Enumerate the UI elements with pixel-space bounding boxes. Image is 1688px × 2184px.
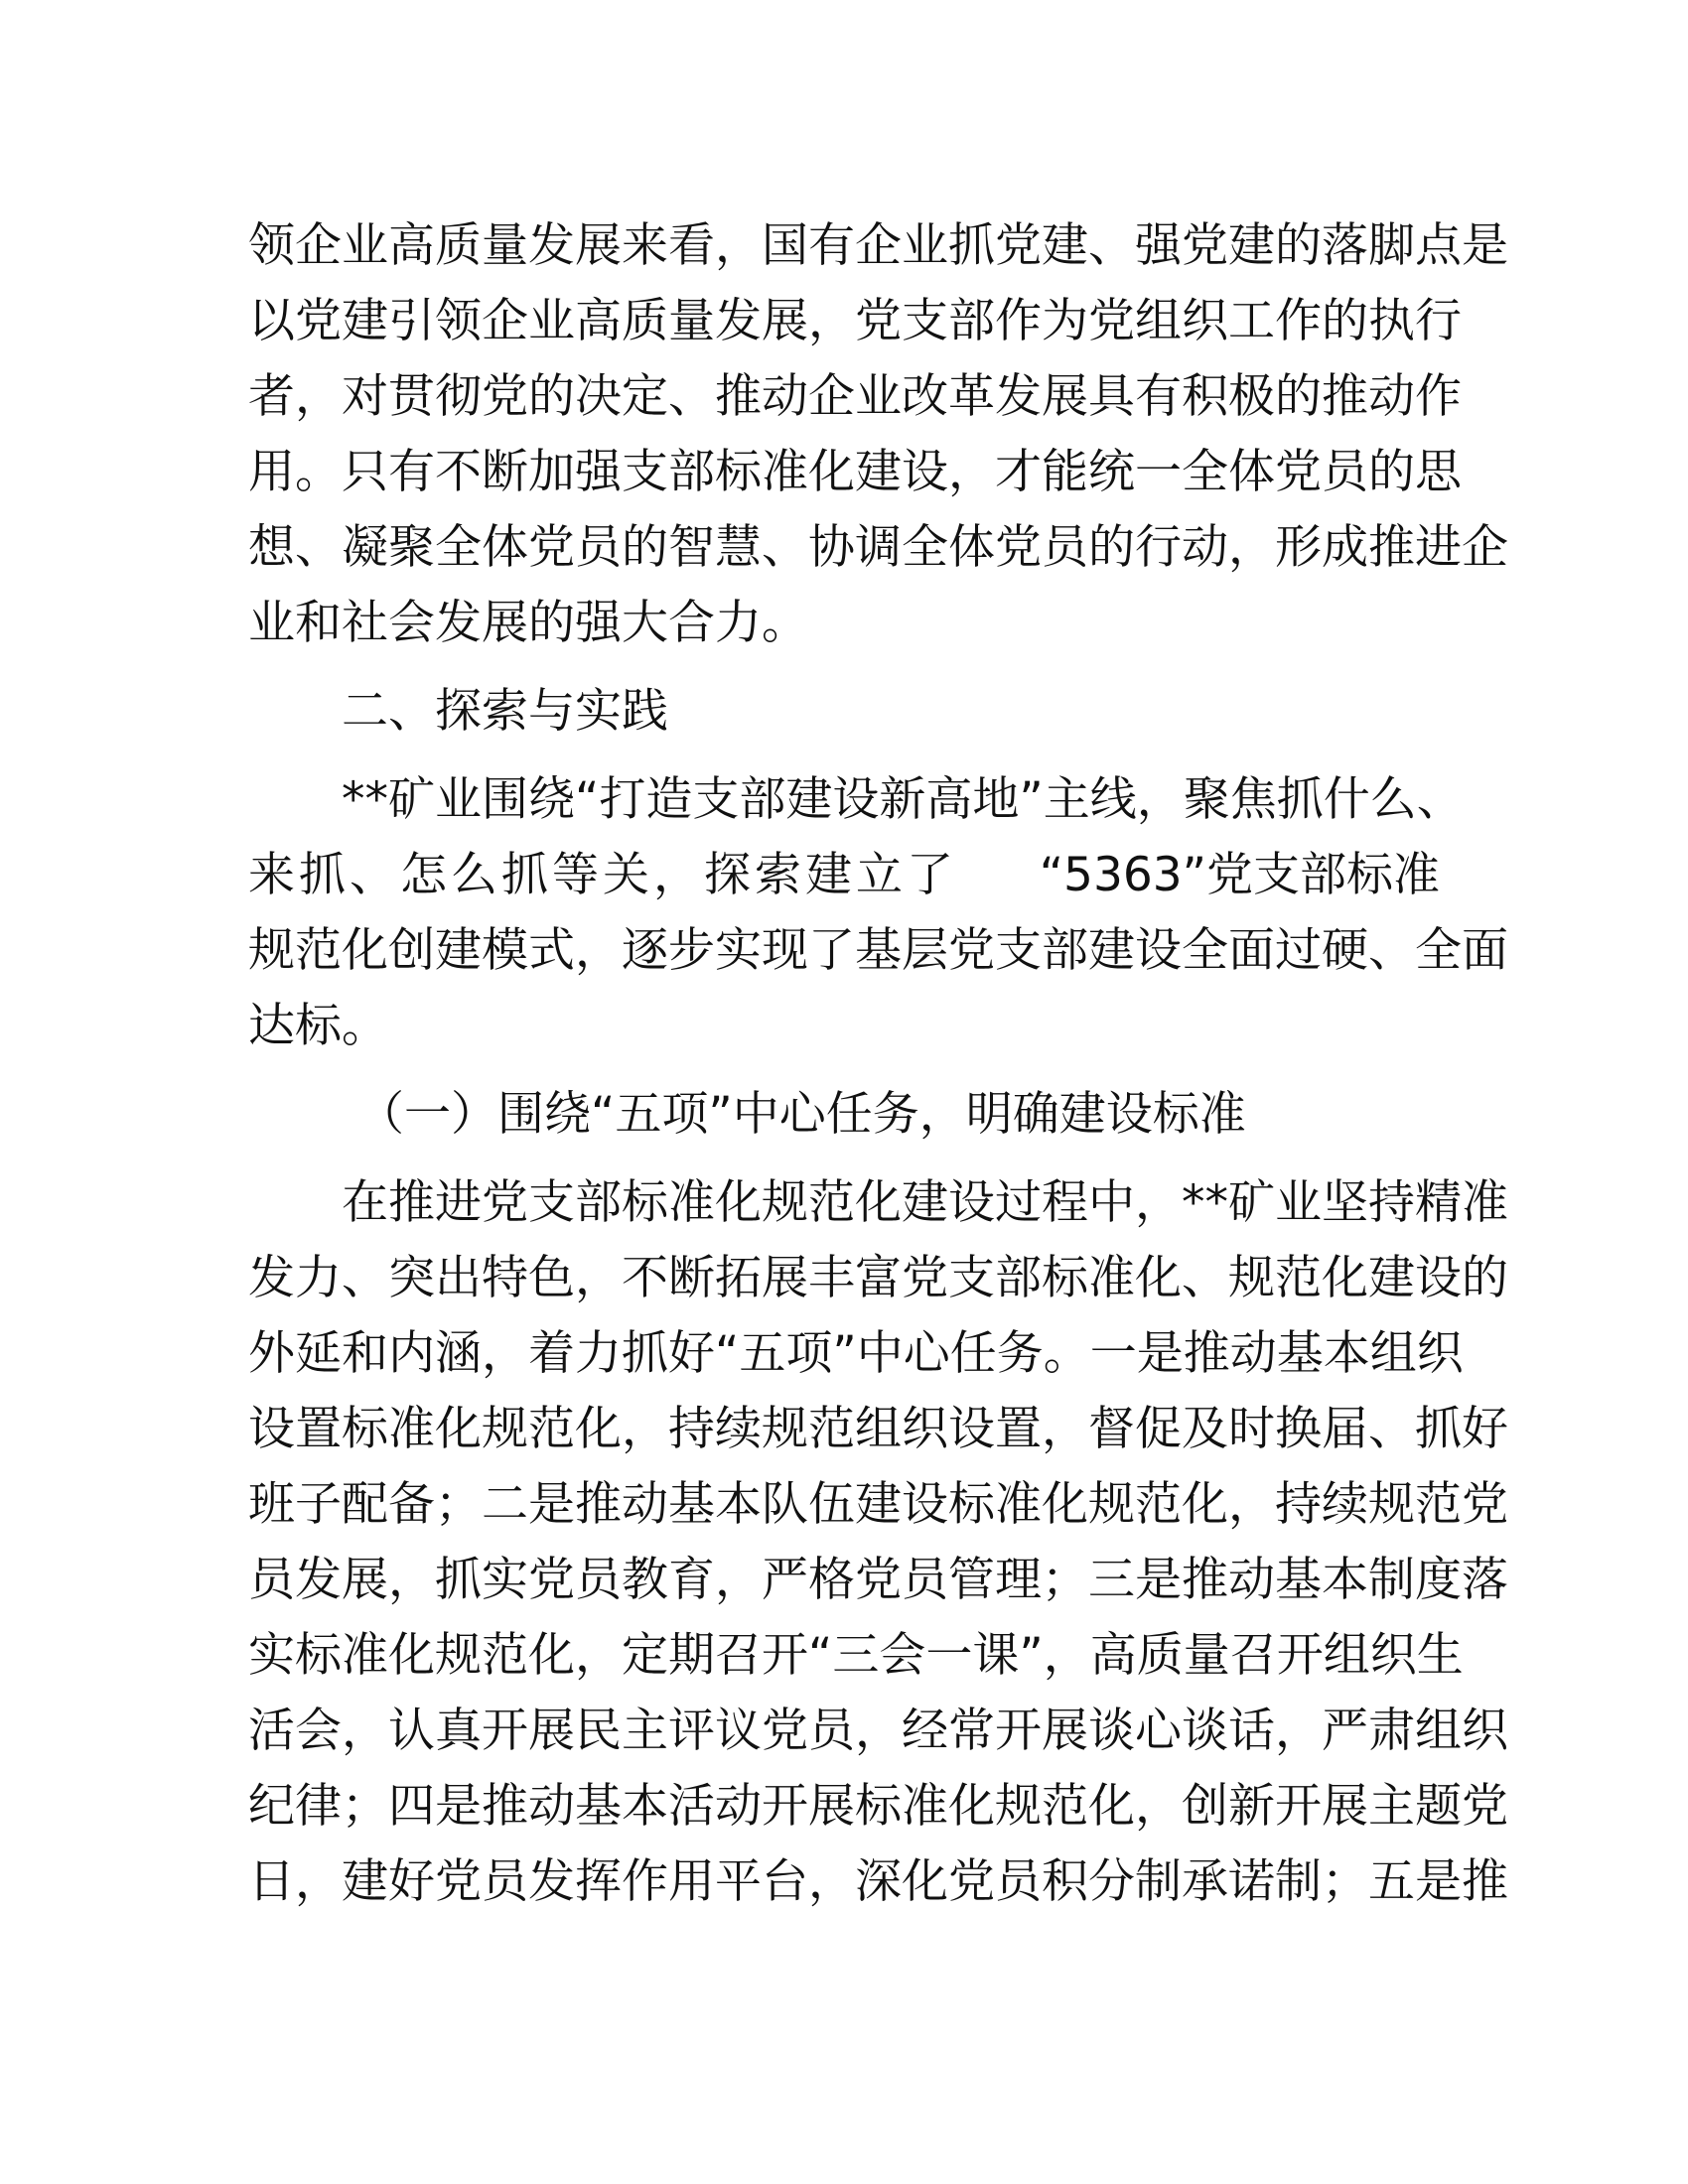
paragraph-line: 发力、突出特色，不断拓展丰富党支部标准化、规范化建设的	[248, 1251, 1508, 1305]
paragraph-line: 班子配备；二是推动基本队伍建设标准化规范化，持续规范党	[248, 1477, 1508, 1532]
paragraph-line-split	[248, 838, 1440, 913]
paragraph-line: 纪律；四是推动基本活动开展标准化规范化，创新开展主题党	[248, 1779, 1508, 1834]
paragraph-line: 实标准化规范化，定期召开“三会一课”，高质量召开组织生	[248, 1628, 1464, 1683]
paragraph-line: 设置标准化规范化，持续规范组织设置，督促及时换届、抓好	[248, 1402, 1508, 1456]
paragraph-exploration	[248, 762, 1508, 1064]
paragraph-line: 外延和内涵，着力抓好“五项”中心任务。一是推动基本组织	[248, 1326, 1464, 1381]
subsection-heading: （一）围绕“五项”中心任务，明确建设标准	[357, 1087, 1246, 1142]
paragraph-line: 用。只有不断加强支部标准化建设，才能统一全体党员的思	[248, 445, 1462, 499]
paragraph-leadership-development	[248, 208, 1508, 661]
paragraph-line: 在推进党支部标准化规范化建设过程中，**矿业坚持精准	[342, 1175, 1508, 1230]
section-heading-block	[248, 674, 1440, 750]
paragraph-line: 领企业高质量发展来看，国有企业抓党建、强党建的落脚点是	[248, 218, 1508, 273]
paragraph-line: 活会，认真开展民主评议党员，经常开展谈心谈话，严肃组织	[248, 1704, 1508, 1758]
paragraph-line: 规范化创建模式，逐步实现了基层党支部建设全面过硬、全面	[248, 923, 1508, 978]
paragraph-line: 日，建好党员发挥作用平台，深化党员积分制承诺制；五是推	[248, 1854, 1508, 1909]
paragraph-line: 以党建引领企业高质量发展，党支部作为党组织工作的执行	[248, 294, 1462, 348]
paragraph-line: 者，对贯彻党的决定、推动企业改革发展具有积极的推动作	[248, 369, 1462, 424]
paragraph-line: 想、凝聚全体党员的智慧、协调全体党员的行动，形成推进企	[248, 520, 1508, 575]
paragraph-line: 员发展，抓实党员教育，严格党员管理；三是推动基本制度落	[248, 1553, 1508, 1607]
paragraph-line: 业和社会发展的强大合力。	[248, 596, 808, 650]
paragraph-five-tasks	[248, 1165, 1508, 1920]
paragraph-line-segment: 来抓、怎么抓等关，探索建立了	[248, 848, 957, 902]
document-body	[248, 208, 1508, 1920]
subsection-heading-block	[248, 1077, 1440, 1153]
paragraph-line: 达标。	[248, 999, 388, 1053]
section-heading: 二、探索与实践	[342, 684, 668, 739]
paragraph-line-segment: “5363”党支部标准	[1039, 848, 1440, 902]
paragraph-line: **矿业围绕“打造支部建设新高地”主线，聚焦抓什么、	[342, 772, 1464, 827]
